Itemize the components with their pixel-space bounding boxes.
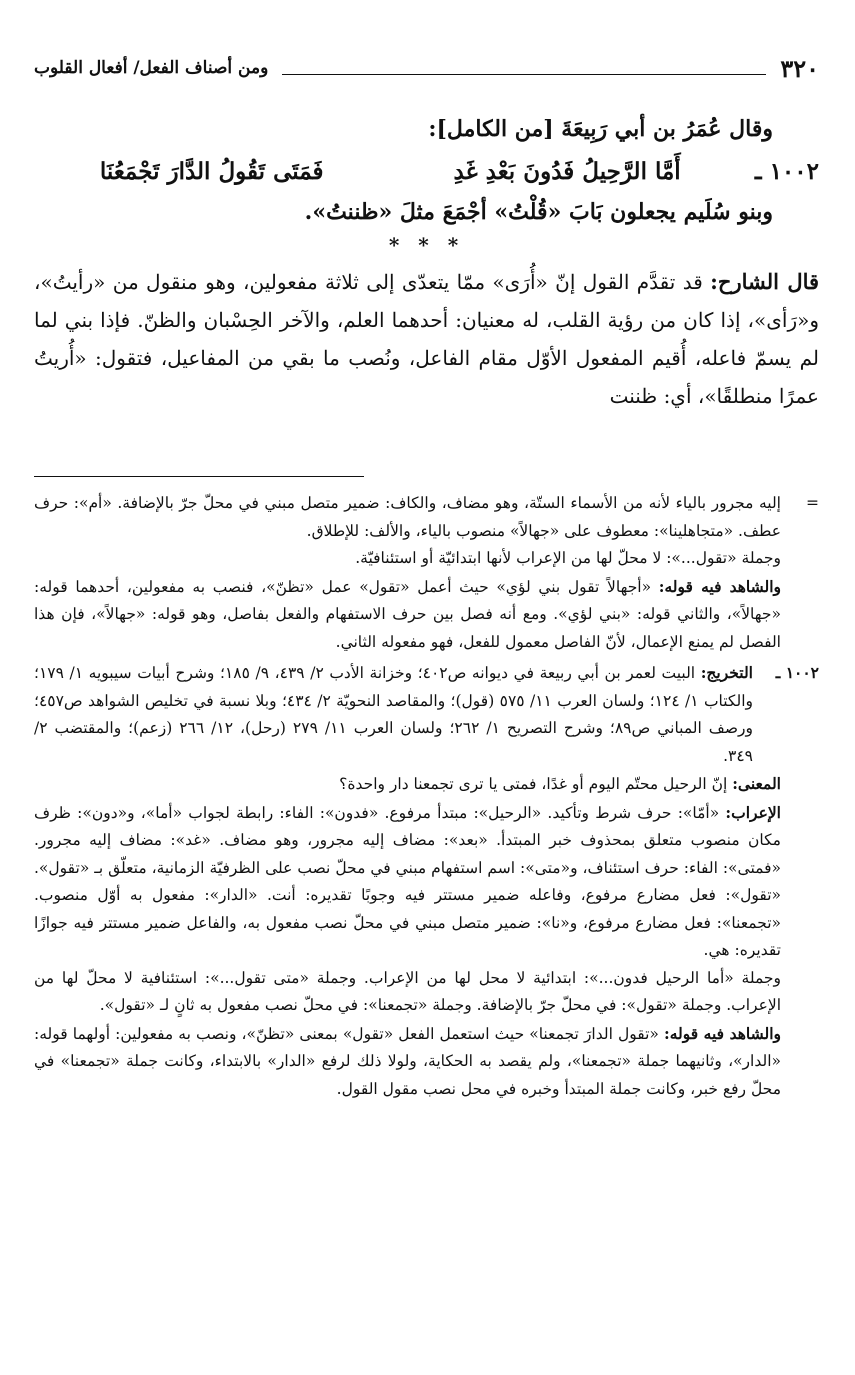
- continuation-text: إليه مجرور بالياء لأنه من الأسماء الستّة، وهو مضاف، والكاف: ضمير متصل مبني في محلّ جرّ بالإضافة. «أم»: حرف عطف. «متجاهلينا»: معطوف على «جهالاً» منصوب بالياء، والألف: للإطلاق.: [34, 494, 781, 540]
- poet-intro: وقال عُمَرُ بن أبي رَبِيعَةَ [من الكامل]:: [428, 116, 773, 142]
- footnotes: [34, 490, 819, 1103]
- section-divider-stars: * * *: [388, 233, 465, 257]
- page-number: ٣٢٠: [780, 53, 819, 83]
- page-header: [34, 52, 819, 84]
- takhrij-label: التخريج:: [700, 663, 753, 682]
- commentary-paragraph: [34, 263, 819, 415]
- irab-label: الإعراب:: [725, 802, 781, 822]
- header-rule: [282, 74, 766, 75]
- maana-text: إنّ الرحيل محتّم اليوم أو غدًا، فمتى يا ترى تجمعنا دار واحدة؟: [339, 775, 728, 793]
- continuation-mark: =: [806, 494, 819, 512]
- shahid-1-text: «أجهالاً تقول بني لؤي» حيث أعمل «تقول» عمل «تظنّ»، فنصب به مفعولين، أحدهما قوله: «جهالاً»، والثاني قوله: «بني لؤي». ومع أنه فصل بين حرف الاستفهام والفعل بفاصل، وهو قوله: «جهالاً»، فإن هذا الفصل لم يمنع الإعمال، لأنّ الفاصل معمول للفعل، فهو مفعوله الثاني.: [34, 577, 781, 651]
- main-text: [34, 116, 819, 415]
- footnote-maana: [34, 770, 819, 799]
- footnote-shahid-2: [34, 1020, 819, 1104]
- footnote-entry-1002: [34, 659, 819, 770]
- footnote-jumla: وجملة «تقول...»: لا محلّ لها من الإعراب لأنها ابتدائيّة أو استئنافيّة.: [355, 549, 781, 567]
- commentary-text: قد تقدَّم القول إنّ «أُرَى» ممّا يتعدّى إلى ثلاثة مفعولين، وهو منقول من «رأيتُ»، و«رَأى»، إذا كان من رؤية القلب، له معنيان: أحدهما العلم، والآخر الحِسْبان والظنّ. فإذا بني لما لم يسمّ فاعله، أُقيم المفعول الأوّل مقام الفاعل، ونُصب ما بقي من المفاعيل، فتقول: «أُريتُ عمرًا منطلقًا»، أي: ظننت: [34, 270, 819, 408]
- irab-text: «أمّا»: حرف شرط وتأكيد. «الرحيل»: مبتدأ مرفوع. «فدون»: الفاء: رابطة لجواب «أما»، و«دون»: ظرف مكان منصوب متعلق بمحذوف خبر المبتدأ. «بعد»: مضاف إليه مجرور، وهو مضاف. «غد»: مضاف إليه مجرور. «فمتى»: الفاء: حرف استئناف، و«متى»: اسم استفهام مبني في محلّ نصب على الظرفيّة الزمانية، متعلّق بـ «تقول». «تقول»: فعل مضارع مرفوع، وفاعله ضمير مستتر فيه وجوبًا تقديره: أنت. «الدار»: مفعول به أوّل منصوب. «تجمعنا»: فعل مضارع مرفوع، و«نا»: ضمير متصل مبني في محلّ نصب مفعول به، والفاعل ضمير مستتر فيه جوازًا تقديره: هي.: [34, 803, 781, 959]
- book-page: [34, 0, 819, 1375]
- footnote-rule: [34, 476, 364, 477]
- shahid-2-label: والشاهد فيه قوله:: [663, 1023, 781, 1043]
- verse-number: ١٠٠٢ ـ: [754, 158, 819, 185]
- verse-hemistich-2: فَمَتَى تَقُولُ الدَّارَ تَجْمَعُنَا: [99, 158, 324, 185]
- footnote-continuation: [34, 490, 819, 545]
- footnote-irab: [34, 799, 819, 965]
- footnote-entry-number: ١٠٠٢ ـ: [775, 663, 819, 682]
- footnote-jumla-2: وجملة «أما الرحيل فدون...»: ابتدائية لا محل لها من الإعراب. وجملة «متى تقول...»: استئنافية لا محلّ لها من الإعراب. وجملة «تقول»: في محلّ جرّ بالإضافة. وجملة «تجمعنا»: في محلّ نصب مفعول به ثانٍ لـ «تقول».: [34, 968, 781, 1014]
- running-title: ومن أصناف الفعل/ أفعال القلوب: [34, 58, 269, 78]
- shahid-1-label: والشاهد فيه قوله:: [658, 576, 781, 596]
- verse-note: وبنو سُلَيم يجعلون بَابَ «قُلْتُ» أجْمَعَ مثلَ «ظننتُ».: [304, 199, 773, 225]
- verse-hemistich-1: أَمَّا الرَّحِيلُ فَدُونَ بَعْدِ غَدِ: [453, 158, 681, 185]
- maana-label: المعنى:: [732, 774, 781, 793]
- verse-line: [34, 158, 819, 185]
- takhrij-text: البيت لعمر بن أبي ربيعة في ديوانه ص٤٠٢؛ وخزانة الأدب ٢/ ٤٣٩، ٩/ ١٨٥؛ وشرح أبيات سيبويه ١/ ١٧٩؛ والكتاب ١/ ١٢٤؛ ولسان العرب ١١/ ٥٧٥ (قول)؛ والمقاصد النحويّة ٢/ ٤٣٤؛ وبلا نسبة في تخليص الشواهد ص٤٥٧؛ ورصف المباني ص٨٩؛ وشرح التصريح ١/ ٢٦٢؛ ولسان العرب ١١/ ٢٧٩ (رحل)، ١٢/ ٢٦٦ (زعم)؛ والمقتضب ٢/ ٣٤٩.: [34, 664, 754, 765]
- footnote-shahid-1: [34, 573, 819, 657]
- footnote-takhrij: [34, 659, 753, 770]
- commentary-label: قال الشارح:: [710, 269, 820, 294]
- shahid-2-text: «تقول الدارَ تجمعنا» حيث استعمل الفعل «تقول» بمعنى «تظنّ»، ونصب به مفعولين: أولهما قوله: «الدار»، وثانيهما جملة «تجمعنا»، ولم يقصد به الحكاية، ولولا ذلك لرفع «الدار» بالابتداء، وكانت جملة «تجمعنا» في محلّ رفع خبر، وكانت جملة المبتدأ وخبره في محل نصب مقول القول.: [34, 1024, 781, 1098]
